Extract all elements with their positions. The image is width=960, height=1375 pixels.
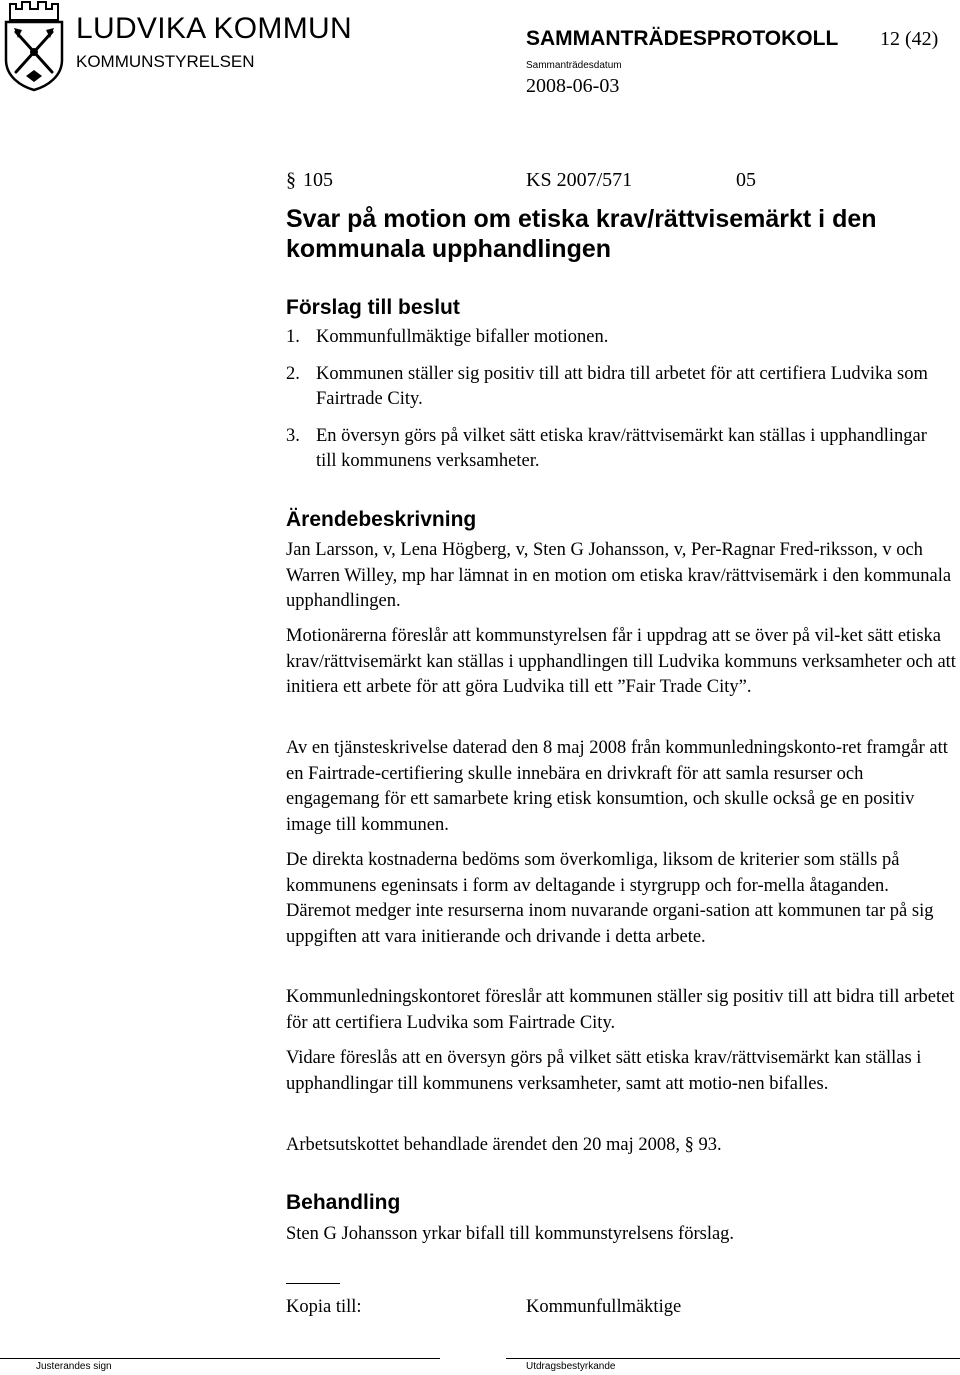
description-heading: Ärendebeskrivning: [286, 508, 477, 531]
footer-divider: [0, 1358, 440, 1359]
paragraph-mark: §: [286, 169, 296, 191]
proposal-item-text: Kommunen ställer sig positiv till att bidra till arbetet för att certifiera Ludvika som Fairtrade City.: [316, 364, 928, 409]
description-paragraph: Vidare föreslås att en översyn görs på vilket sätt etiska krav/rättvisemärkt kan ställas i upphandlingar till kommunens verksamheter, samt att motio-nen bifalles.: [286, 1048, 922, 1094]
description-paragraph: Av en tjänsteskrivelse daterad den 8 maj 2008 från kommunledningskonto-ret framgår att en Fairtrade-certifiering skulle innebära en drivkraft för att samla resurser och engagemang för ett samarbete kring etisk konsumtion, och skulle också ge en positiv image till kommunen.: [286, 738, 948, 835]
description-paragraph: Motionärerna föreslår att kommunstyrelsen får i uppdrag att se över på vil-ket sätt etiska krav/rättvisemärkt kan ställas i upphandlingen till Ludvika kommuns verksamheter och att initiera ett arbete för att göra Ludvika till ett ”Fair Trade City”.: [286, 626, 956, 697]
proposal-item-text: Kommunfullmäktige bifaller motionen.: [316, 327, 609, 347]
proposal-heading: Förslag till beslut: [286, 296, 460, 319]
copy-to-label: Kopia till:: [286, 1297, 362, 1317]
footer-divider: [506, 1358, 960, 1359]
case-title: Svar på motion om etiska krav/rättvisemärkt i den kommunala upphandlingen: [286, 205, 877, 263]
page-number: 12 (42): [880, 28, 939, 50]
copy-to-recipient: Kommunfullmäktige: [526, 1297, 682, 1317]
proposal-item-number: 1.: [286, 327, 300, 347]
meeting-date-label: Sammanträdesdatum: [526, 60, 622, 71]
coat-of-arms-icon: [0, 0, 68, 92]
organization-name: LUDVIKA KOMMUN: [76, 12, 352, 45]
handling-heading: Behandling: [286, 1191, 401, 1214]
divider: [286, 1283, 340, 1284]
certified-extract-label: Utdragsbestyrkande: [526, 1361, 616, 1372]
meeting-date: 2008-06-03: [526, 75, 620, 97]
adjuster-signature-label: Justerandes sign: [36, 1361, 112, 1372]
proposal-item-number: 3.: [286, 426, 300, 446]
description-paragraph: Kommunledningskontoret föreslår att kommunen ställer sig positiv till att bidra till arbetet för att certifiera Ludvika som Fairtrade City.: [286, 987, 955, 1033]
handling-text: Sten G Johansson yrkar bifall till kommunstyrelsens förslag.: [286, 1224, 735, 1244]
document-type-title: SAMMANTRÄDESPROTOKOLL: [526, 27, 839, 50]
case-number: KS 2007/571: [526, 169, 633, 191]
case-code: 05: [736, 169, 756, 191]
description-paragraph: De direkta kostnaderna bedöms som överkomliga, liksom de kriterier som ställs på kommunens egeninsats i form av deltagande i styrgrupp och for-mella åtaganden. Däremot medger inte resurserna inom nuvarande organi-sation att kommunen tar på sig uppgiften att vara initierande och drivande i detta arbete.: [286, 850, 934, 947]
paragraph-number: 105: [303, 169, 333, 191]
proposal-item-text: En översyn görs på vilket sätt etiska krav/rättvisemärkt kan ställas i upphandlingar till kommunens verksamheter.: [316, 426, 927, 471]
description-paragraph: Jan Larsson, v, Lena Högberg, v, Sten G Johansson, v, Per-Ragnar Fred-riksson, v och Warren Willey, mp har lämnat in en motion om etiska krav/rättvisemärk i den kommunala upphandlingen.: [286, 540, 952, 611]
organization-department: KOMMUNSTYRELSEN: [76, 52, 255, 71]
description-paragraph: Arbetsutskottet behandlade ärendet den 20 maj 2008, § 93.: [286, 1135, 722, 1155]
proposal-item-number: 2.: [286, 364, 300, 384]
